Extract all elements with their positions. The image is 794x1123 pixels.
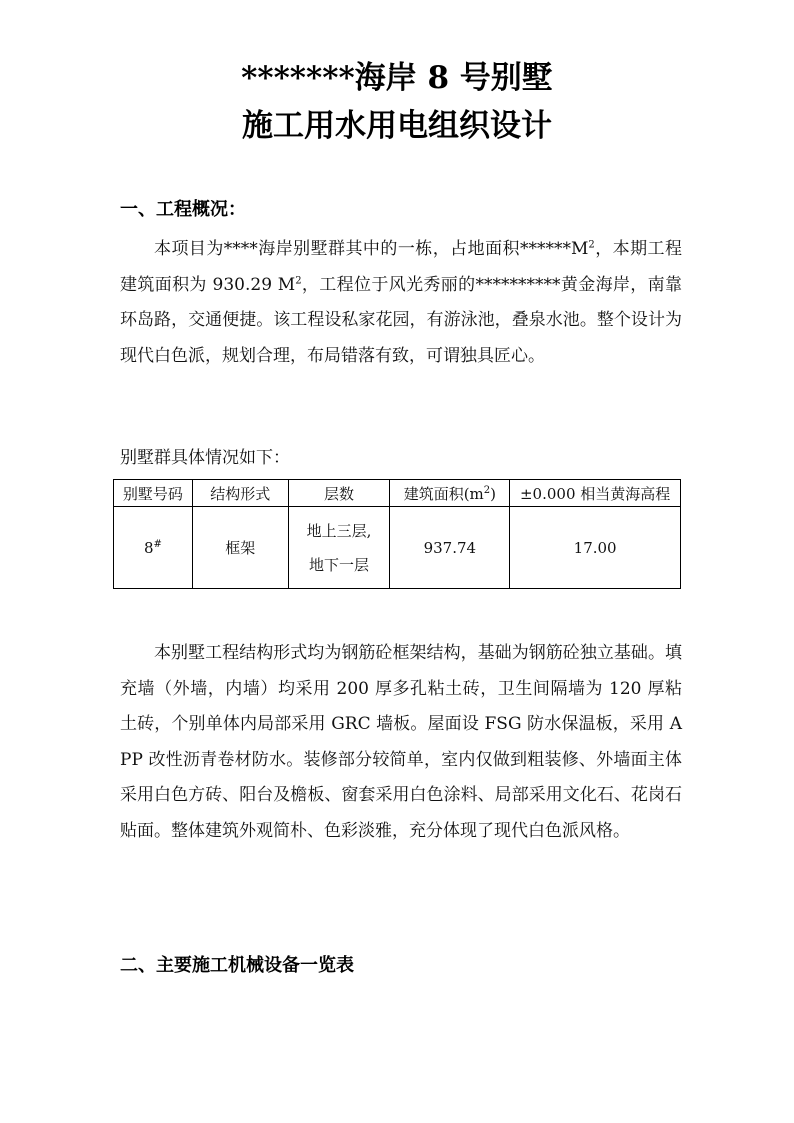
structure-description-paragraph: 本别墅工程结构形式均为钢筋砼框架结构，基础为钢筋砼独立基础。填充墙（外墙，内墙）均采用 200 厚多孔粘土砖，卫生间隔墙为 120 厚粘土砖，个别单体内局部采用 GRC 墙板。屋面设 FSG 防水保温板，采用 APP 改性沥青卷材防水。装修部分较简单，室内仅做到粗装修、外墙面主体采用白色方砖、阳台及檐板、窗套采用白色涂料、局部采用文化石、花岗石贴面。整体建筑外观简朴、色彩淡雅，充分体现了现代白色派风格。 xyxy=(120,643,682,841)
header-elevation: ±0.000 相当黄海高程 xyxy=(510,480,681,507)
header-area-close: ) xyxy=(490,484,496,503)
area-unit-superscript-1: 2 xyxy=(588,239,595,251)
document-title-line1: *******海岸 8 号别墅 xyxy=(241,60,553,96)
villa-info-table xyxy=(113,479,681,589)
document-title-line2: 施工用水用电组织设计 xyxy=(242,108,552,144)
header-area xyxy=(390,480,510,507)
header-area-superscript: 2 xyxy=(483,484,491,496)
cell-villa-code xyxy=(114,507,193,589)
overview-text-part3: ，工程位于风光秀丽的**********黄金海岸，南靠环岛路，交通便捷。该工程设私家花园，有游泳池，叠泉水池。整个设计为现代白色派，规划合理，布局错落有致，可谓独具匠心。 xyxy=(120,274,683,366)
cell-floors xyxy=(288,507,390,589)
overview-text-part1: 本项目为****海岸别墅群其中的一栋，占地面积******M xyxy=(154,239,589,259)
overview-text-part2: ，本期工程建筑面积为 930.29 M xyxy=(120,239,683,295)
header-structure: 结构形式 xyxy=(192,480,288,507)
area-unit-superscript-2: 2 xyxy=(295,274,302,286)
section1-heading: 一、工程概况： xyxy=(120,199,246,220)
cell-floors-line1: 地上三层, xyxy=(306,521,372,540)
header-villa-code: 别墅号码 xyxy=(114,480,193,507)
header-area-label: 建筑面积(m xyxy=(403,484,484,503)
table-header-row xyxy=(114,480,681,507)
table-row xyxy=(114,507,681,589)
cell-area: 937.74 xyxy=(390,507,510,589)
section2-heading: 二、主要施工机械设备一览表 xyxy=(120,955,354,976)
cell-structure: 框架 xyxy=(192,507,288,589)
project-overview-paragraph xyxy=(120,232,682,374)
cell-floors-line2: 地下一层 xyxy=(309,555,370,574)
table-intro-text: 别墅群具体情况如下： xyxy=(120,448,290,468)
cell-elevation: 17.00 xyxy=(510,507,681,589)
cell-villa-code-superscript: # xyxy=(153,538,162,550)
header-floors: 层数 xyxy=(288,480,390,507)
cell-villa-code-number: 8 xyxy=(143,538,154,557)
